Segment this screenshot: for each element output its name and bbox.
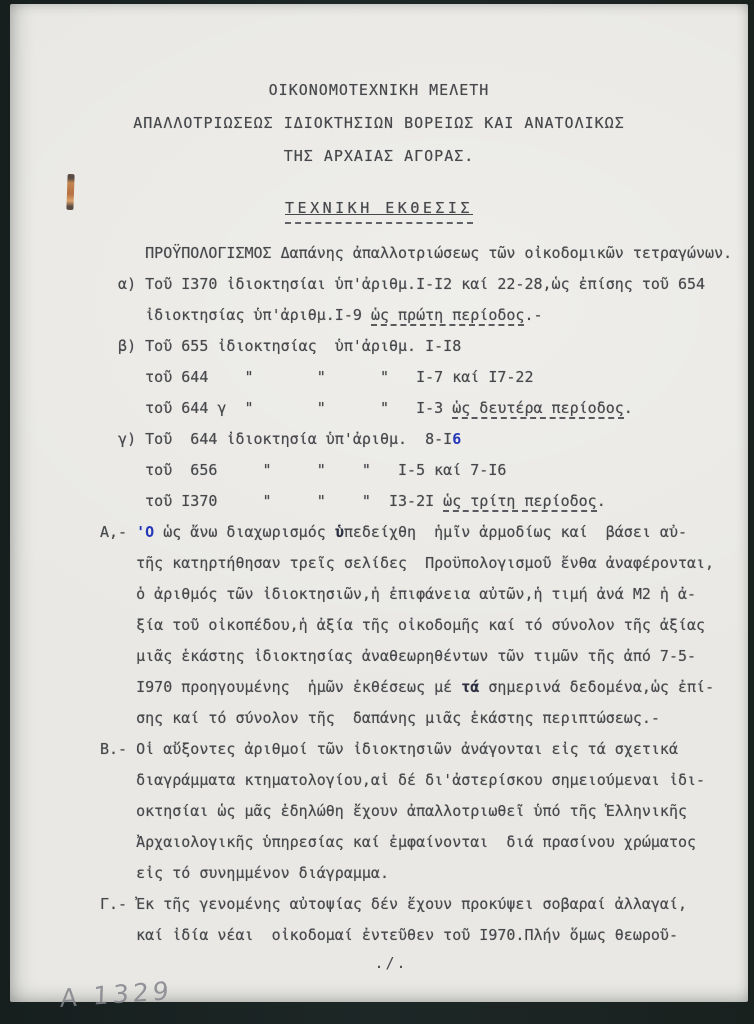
text-line [100,703,738,734]
text-segment: β) Τοῦ 655 ἰδιοκτησίας ὑπ'ἀριθμ. Ι-Ι8 [100,337,462,355]
text-segment: διαγράμματα κτηματολογίου,αἱ δέ δι'ἀστερίσκου σημειούμεναι ἰδι- [100,771,706,789]
text-line [100,269,738,300]
title-line: ΤΗΣ ΑΡΧΑΙΑΣ ΑΓΟΡΑΣ. [283,147,475,165]
text-line [100,455,738,486]
text-line [100,796,738,827]
text-line [100,393,738,424]
text-segment: τοῦ Ι370 " " " Ι3-2Ι [100,492,444,510]
text-segment: Β.- Οἱ αὔξοντες ἀριθμοί τῶν ἰδιοκτησιῶν ἀνάγονται εἰς τά σχετικά [100,740,678,758]
text-segment: σης καί τό σύνολον τῆς δαπάνης μιᾶς ἑκάστης περιπτώσεως.- [100,709,660,727]
text-segment: ὡς πρώτη περίοδος [370,306,525,324]
text-segment: ΠΡΟΫΠΟΛΟΓΙΣΜΟΣ Δαπάνης ἀπαλλοτριώσεως τῶν οἰκοδομικῶν τετραγώνων. [100,244,733,262]
section-heading-wrap [10,195,748,224]
text-segment: σημερινά δεδομένα,ὡς ἐπί- [479,678,715,696]
text-segment: ἰδιοκτησίας ὑπ'ἀριθμ.Ι-9 [100,306,371,324]
continuation-mark: ./. [374,954,408,972]
text-line [100,362,738,393]
text-segment: τά [461,678,480,696]
text-segment: ὑ [334,523,344,541]
paper-sheet [10,4,748,1014]
archive-stamp: A 1329 [59,975,174,1014]
text-line [100,424,738,455]
text-segment: ὡς ἄνω διαχωρισμός [154,523,335,541]
text-segment: Ι970 προηγουμένης ἡμῶν ἐκθέσεως μέ [100,678,462,696]
title-line: ΟΙΚΟΝΟΜΟΤΕΧΝΙΚΗ ΜΕΛΕΤΗ [268,81,490,99]
text-segment: καί ἰδία νέαι οἰκοδομαί ἐντεῦθεν τοῦ Ι970.Πλήν ὅμως θεωροῦ- [100,926,678,944]
text-segment: εἰς τό συνημμένον διάγραμμα. [100,864,389,882]
text-segment: τοῦ 644 γ " " " Ι-3 [100,399,453,417]
text-line [100,610,738,641]
text-segment: ὡς δευτέρα περίοδος [452,399,624,417]
text-line [100,486,738,517]
text-line [100,765,738,796]
text-segment: α) Τοῦ Ι370 ἰδιοκτησίαι ὑπ'ἀριθμ.Ι-Ι2 καί 22-28,ὡς ἐπίσης τοῦ 654 [100,275,706,293]
text-segment: ὡς τρίτη περίοδος [443,492,597,510]
text-line [100,641,738,672]
text-segment: τοῦ 644 " " " Ι-7 καί Ι7-22 [100,368,534,386]
text-segment: . [623,399,633,417]
document-title [10,74,748,173]
text-segment: ξία τοῦ οἰκοπέδου,ἡ ἀξία τῆς οἰκοδομῆς καί τό σύνολον τῆς ἀξίας [100,616,706,634]
text-line [100,920,738,951]
text-segment: γ) Τοῦ 644 ἰδιοκτησία ὑπ'ἀριθμ. 8-Ι [100,430,453,448]
text-line [100,331,738,362]
text-segment: ὁ ἀριθμός τῶν ἰδιοκτησιῶν,ἡ ἐπιφάνεια αὐτῶν,ἡ τιμή ἀνά Μ2 ἡ ἀ- [100,585,697,603]
staple-mark [66,174,74,210]
text-line [100,672,738,703]
text-segment: Ἀρχαιολογικῆς ὑπηρεσίας καί ἐμφαίνονται διά πρασίνου χρώματος [100,833,697,851]
text-line [100,734,738,765]
text-line [100,858,738,889]
text-segment: . [596,492,606,510]
title-line: ΑΠΑΛΛΟΤΡΙΩΣΕΩΣ ΙΔΙΟΚΤΗΣΙΩΝ ΒΟΡΕΙΩΣ ΚΑΙ ΑΝΑΤΟΛΙΚΩΣ [133,114,625,132]
blue-ink-correction: 'Ο [136,523,155,541]
section-heading: ΤΕΧΝΙΚΗ ΕΚΘΕΣΙΣ [285,195,473,224]
text-line [100,517,738,548]
document-body [10,238,748,951]
text-segment: τοῦ 656 " " " Ι-5 καί 7-Ι6 [100,461,507,479]
text-line [100,548,738,579]
text-segment: οκτησίαι ὡς μᾶς ἐδηλώθη ἔχουν ἀπαλλοτριωθεῖ ὑπό τῆς Ἑλληνικῆς [100,802,687,820]
text-segment: τῆς κατηρτήθησαν τρεῖς σελίδες Προϋπολογισμοῦ ἔνθα ἀναφέρονται, [100,554,715,572]
text-segment: Α,- [100,523,137,541]
text-segment: .- [524,306,543,324]
blue-ink-correction: 6 [452,430,462,448]
text-line [100,579,738,610]
text-line [100,300,738,331]
text-line [100,827,738,858]
text-line [100,238,738,269]
text-segment: μιᾶς ἑκάστης ἰδιοκτησίας ἀναθεωρηθέντων τῶν τιμῶν τῆς ἀπό 7-5- [100,647,697,665]
text-segment: Γ.- Ἐκ τῆς γενομένης αὐτοψίας δέν ἔχουν προκύψει σοβαραί ἀλλαγαί, [100,895,687,913]
text-line [100,889,738,920]
text-segment: πεδείχθη ἡμῖν ἁρμοδίως καί βάσει αὐ- [343,523,688,541]
